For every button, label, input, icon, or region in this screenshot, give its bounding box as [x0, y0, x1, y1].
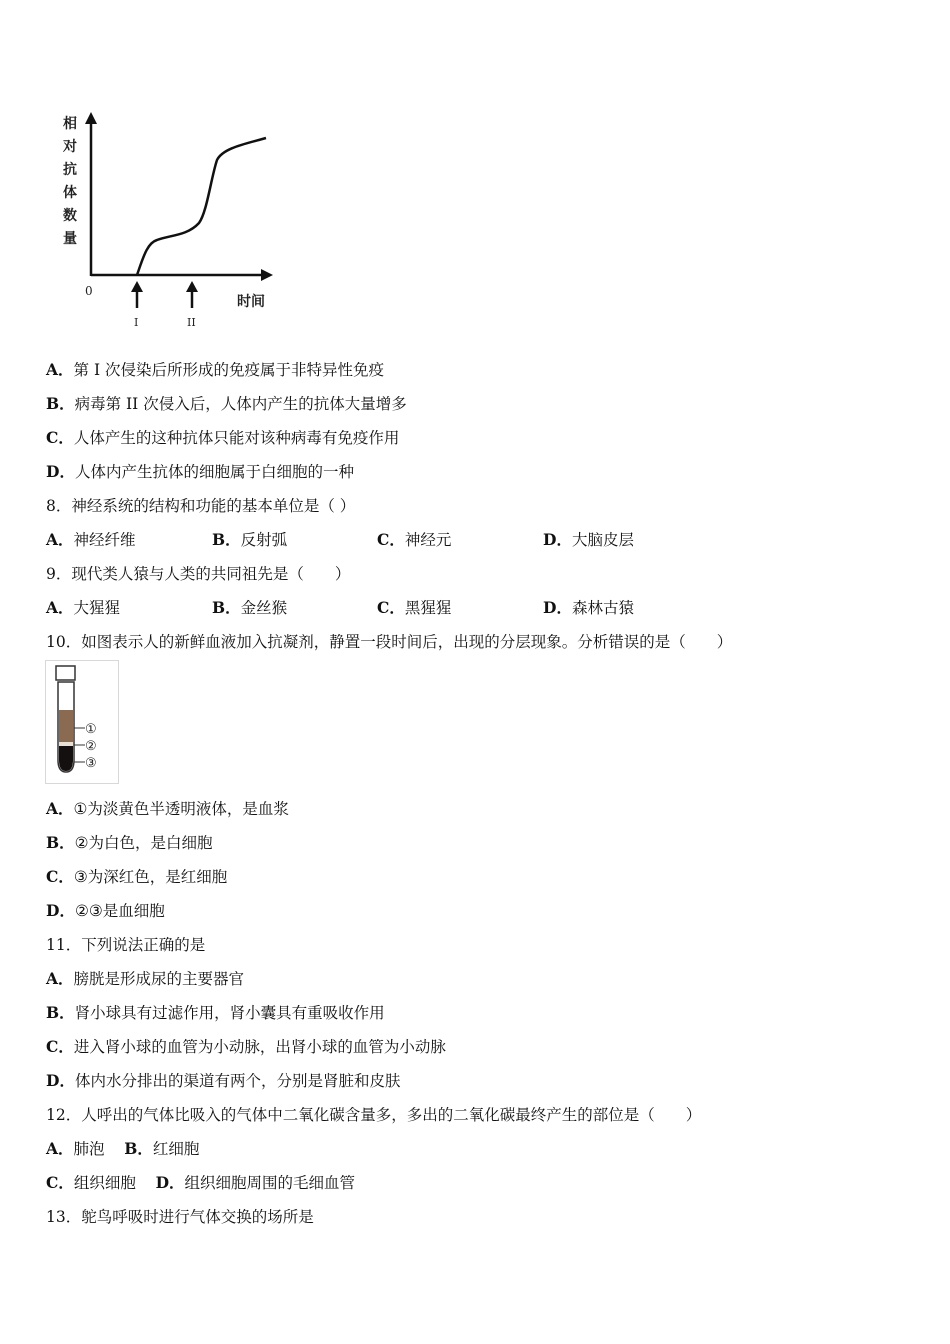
q11-option-c: C．进入肾小球的血管为小动脉，出肾小球的血管为小动脉 — [46, 1037, 446, 1056]
q10-option-b: B．②为白色，是白细胞 — [46, 833, 213, 852]
q12-option-b: B．红细胞 — [124, 1139, 200, 1158]
q10-stem: 10．如图表示人的新鲜血液加入抗凝剂，静置一段时间后，出现的分层现象。分析错误的是（ ） — [46, 633, 733, 651]
marker-2-arrow-icon — [186, 281, 198, 308]
q11-stem: 11．下列说法正确的是 — [46, 936, 206, 954]
q9-option-b: B．金丝猴 — [212, 598, 288, 617]
q9-option-a: A．大猩猩 — [46, 598, 121, 617]
q7-option-c: C．人体产生的这种抗体只能对该种病毒有免疫作用 — [46, 428, 400, 447]
q8-option-c: C．神经元 — [377, 530, 452, 549]
q8-option-b: B．反射弧 — [212, 530, 288, 549]
x-axis-arrow — [261, 269, 273, 281]
graph-x-label: 时间 — [237, 294, 265, 310]
y-label-char: 体 — [63, 185, 77, 201]
q13-stem: 13．鸵鸟呼吸时进行气体交换的场所是 — [46, 1208, 314, 1226]
white-cell-layer — [59, 742, 73, 746]
q12-option-a: A．肺泡 — [46, 1139, 105, 1158]
y-label-char: 数 — [63, 208, 77, 224]
y-label-char: 对 — [63, 139, 77, 155]
q10-option-c: C．③为深红色，是红细胞 — [46, 867, 228, 886]
y-axis-arrow — [85, 112, 97, 124]
q10-option-d: D．②③是血细胞 — [46, 901, 165, 920]
q8-option-d: D．大脑皮层 — [543, 530, 634, 549]
q7-option-a: A．第 I 次侵染后所形成的免疫属于非特异性免疫 — [46, 360, 385, 379]
y-label-char: 相 — [63, 116, 77, 132]
svg-text:相对抗体数量 — [62, 115, 77, 247]
marker-1-arrow-icon — [131, 281, 143, 308]
tube-label-1: ① — [85, 722, 97, 737]
graph-origin: 0 — [85, 284, 93, 298]
q9-option-c: C．黑猩猩 — [377, 598, 452, 617]
y-label-char: 量 — [63, 231, 77, 247]
graph-y-label — [62, 115, 77, 247]
antibody-graph — [55, 108, 285, 338]
marker-1-label: I — [134, 316, 139, 329]
plasma-layer — [59, 710, 73, 742]
q8-options — [46, 530, 746, 550]
marker-2-label: II — [187, 316, 196, 329]
q11-option-a: A．膀胱是形成尿的主要器官 — [46, 969, 245, 988]
red-cell-layer — [59, 746, 73, 771]
q12-option-c: C．组织细胞 — [46, 1173, 136, 1192]
q12-option-d: D．组织细胞周围的毛细血管 — [155, 1173, 356, 1192]
y-label-char: 抗 — [63, 162, 77, 178]
q12-stem: 12．人呼出的气体比吸入的气体中二氧化碳含量多，多出的二氧化碳最终产生的部位是（ ） — [46, 1106, 702, 1124]
q10-option-a: A．①为淡黄色半透明液体，是血浆 — [46, 799, 289, 818]
q12-options-ab — [46, 1139, 199, 1159]
tube-label-3: ③ — [85, 756, 97, 771]
q7-option-d: D．人体内产生抗体的细胞属于白细胞的一种 — [46, 462, 354, 481]
q11-option-b: B．肾小球具有过滤作用，肾小囊具有重吸收作用 — [46, 1003, 385, 1022]
tube-label-2: ② — [85, 739, 97, 754]
antibody-curve — [137, 138, 266, 275]
blood-tube-figure — [45, 660, 119, 784]
q8-option-a: A．神经纤维 — [46, 530, 136, 549]
q9-stem: 9．现代类人猿与人类的共同祖先是（ ） — [46, 565, 351, 583]
tube-cap — [56, 666, 75, 680]
q7-option-b: B．病毒第 II 次侵入后，人体内产生的抗体大量增多 — [46, 394, 407, 413]
q9-options — [46, 598, 746, 618]
q8-stem: 8．神经系统的结构和功能的基本单位是（ ） — [46, 497, 356, 515]
q12-options-cd — [46, 1173, 355, 1193]
q9-option-d: D．森林古猿 — [543, 598, 634, 617]
q11-option-d: D．体内水分排出的渠道有两个，分别是肾脏和皮肤 — [46, 1071, 401, 1090]
